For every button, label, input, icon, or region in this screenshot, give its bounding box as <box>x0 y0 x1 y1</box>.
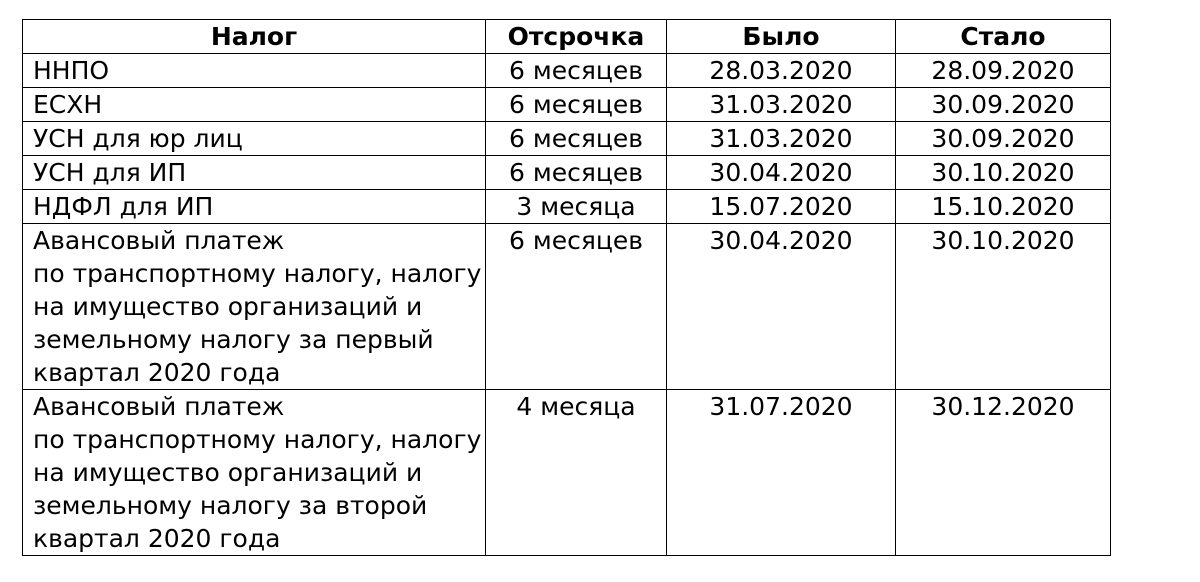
tax-name-cell <box>23 190 486 224</box>
table-row <box>23 390 1111 556</box>
became-date-cell: 30.10.2020 <box>896 224 1111 390</box>
tax-name-line: квартал 2020 года <box>33 358 281 387</box>
was-date-cell: 30.04.2020 <box>667 224 896 390</box>
delay-cell: 6 месяцев <box>486 224 667 390</box>
tax-name-line: земельному налогу за первый <box>33 325 434 354</box>
became-date-cell: 30.09.2020 <box>896 122 1111 156</box>
table-row <box>23 224 1111 390</box>
delay-cell: 6 месяцев <box>486 122 667 156</box>
table-row <box>23 54 1111 88</box>
table-row <box>23 190 1111 224</box>
tax-name-line: УСН для ИП <box>33 158 187 187</box>
header-delay: Отсрочка <box>486 20 667 54</box>
tax-name-cell <box>23 390 486 556</box>
delay-cell: 4 месяца <box>486 390 667 556</box>
tax-name-cell <box>23 54 486 88</box>
table-header-row <box>23 20 1111 54</box>
was-date-cell: 31.03.2020 <box>667 122 896 156</box>
tax-name-line: Авансовый платеж <box>33 226 285 255</box>
was-date-cell: 30.04.2020 <box>667 156 896 190</box>
tax-name-line: на имущество организаций и <box>33 458 423 487</box>
tax-name-cell <box>23 224 486 390</box>
became-date-cell: 30.09.2020 <box>896 88 1111 122</box>
table-row <box>23 122 1111 156</box>
tax-name-line: квартал 2020 года <box>33 524 281 553</box>
was-date-cell: 15.07.2020 <box>667 190 896 224</box>
tax-name-line: ННПО <box>33 56 110 85</box>
header-became: Стало <box>896 20 1111 54</box>
was-date-cell: 31.03.2020 <box>667 88 896 122</box>
delay-cell: 6 месяцев <box>486 88 667 122</box>
tax-name-line: УСН для юр лиц <box>33 124 243 153</box>
tax-name-line: Авансовый платеж <box>33 392 285 421</box>
tax-name-cell <box>23 88 486 122</box>
table-row <box>23 88 1111 122</box>
tax-name-line: ЕСХН <box>33 90 103 119</box>
tax-name-line: НДФЛ для ИП <box>33 192 214 221</box>
tax-deferral-table <box>22 19 1111 556</box>
delay-cell: 6 месяцев <box>486 54 667 88</box>
was-date-cell: 31.07.2020 <box>667 390 896 556</box>
became-date-cell: 30.12.2020 <box>896 390 1111 556</box>
became-date-cell: 15.10.2020 <box>896 190 1111 224</box>
became-date-cell: 30.10.2020 <box>896 156 1111 190</box>
delay-cell: 3 месяца <box>486 190 667 224</box>
tax-name-cell <box>23 156 486 190</box>
became-date-cell: 28.09.2020 <box>896 54 1111 88</box>
header-tax: Налог <box>23 20 486 54</box>
tax-name-line: земельному налогу за второй <box>33 491 428 520</box>
header-was: Было <box>667 20 896 54</box>
tax-name-cell <box>23 122 486 156</box>
table-row <box>23 156 1111 190</box>
was-date-cell: 28.03.2020 <box>667 54 896 88</box>
tax-name-line: по транспортному налогу, налогу <box>33 425 482 454</box>
delay-cell: 6 месяцев <box>486 156 667 190</box>
tax-name-line: на имущество организаций и <box>33 292 423 321</box>
tax-name-line: по транспортному налогу, налогу <box>33 259 482 288</box>
